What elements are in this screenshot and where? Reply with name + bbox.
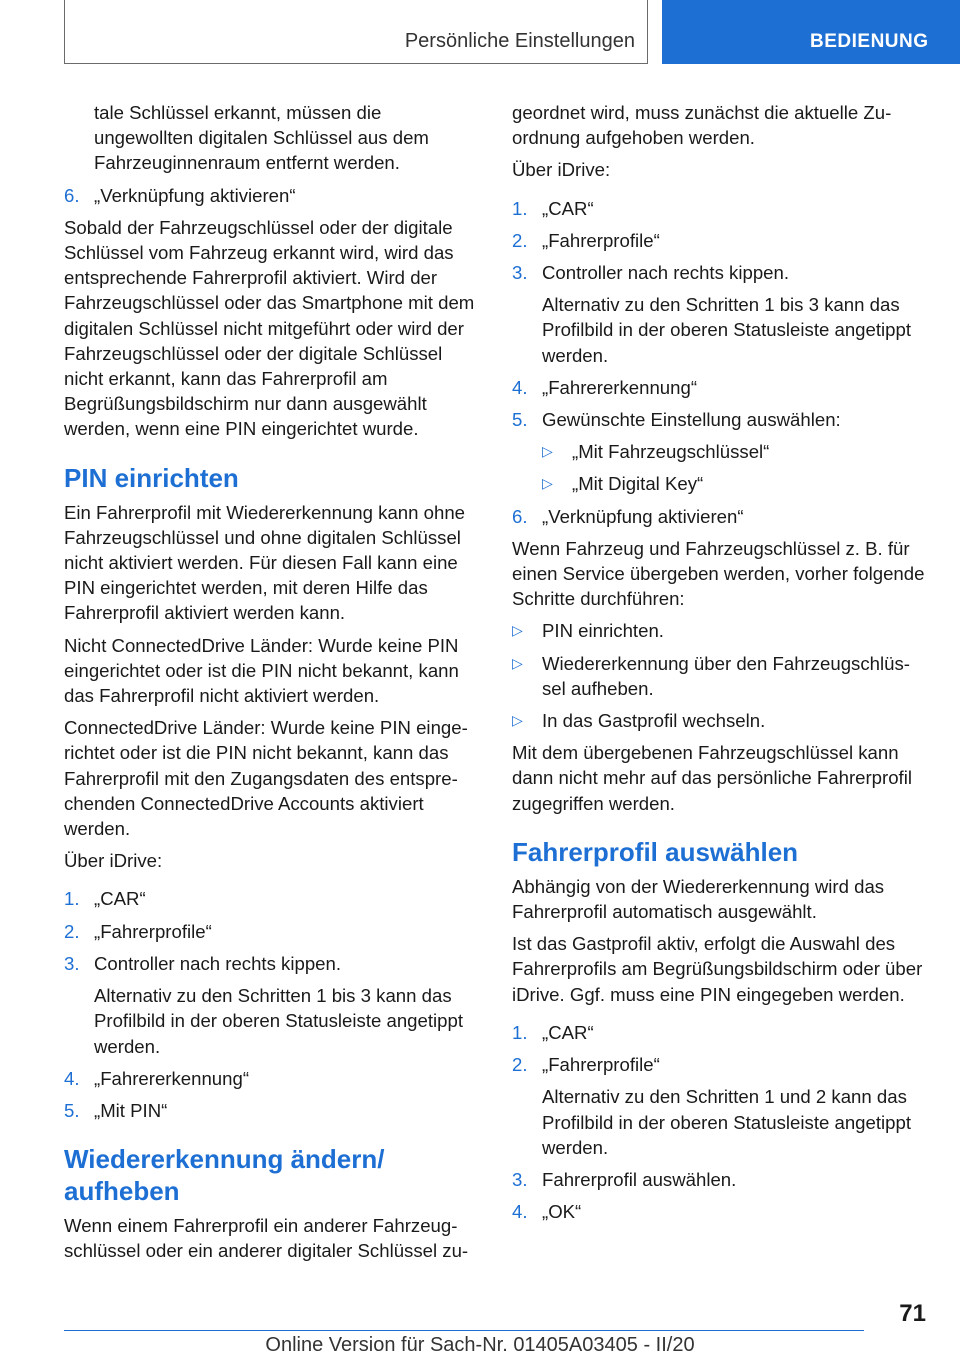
paragraph: Wenn Fahrzeug und Fahrzeugschlüssel z. B. für einen Service übergeben werden, vorher folgende Schritte durchführen:	[512, 537, 925, 610]
paragraph: Wenn einem Fahrerprofil ein anderer Fahrzeugschlüssel oder ein anderer digitaler Schlüssel zu-	[64, 1215, 469, 1262]
list-number: 3.	[64, 952, 80, 974]
list-number: 4.	[512, 1201, 528, 1223]
triangle-bullet-icon: ▷	[512, 712, 523, 729]
paragraph: Über iDrive:	[512, 159, 611, 181]
bullet-text: „Mit Digital Key“	[572, 473, 704, 495]
list-number: 3.	[512, 262, 528, 284]
list-number: 1.	[512, 1021, 528, 1043]
list-item	[512, 1020, 926, 1045]
list-number: 2.	[512, 1054, 528, 1076]
list-item	[512, 228, 926, 253]
list-number: 1.	[512, 197, 528, 219]
paragraph: Nicht ConnectedDrive Länder: Wurde keine PIN eingerichtet oder ist die PIN nicht bekannt, kann das Fahrerprofil nicht aktiviert werden.	[64, 634, 459, 707]
page-number: 71	[899, 1300, 926, 1327]
bullet-item	[512, 708, 926, 733]
list-item	[64, 886, 480, 911]
list-number: 3.	[512, 1168, 528, 1190]
list-number: 6.	[64, 184, 80, 206]
list-text: „Fahrerprofile“	[94, 920, 212, 942]
footer-divider	[64, 1330, 864, 1331]
bullet-item	[512, 651, 926, 701]
paragraph: geordnet wird, muss zunächst die aktuelle Zuordnung aufgehoben werden.	[512, 102, 892, 149]
step-note: Alternativ zu den Schritten 1 bis 3 kann das Profilbild in der oberen Statusleiste angetippt werden.	[94, 985, 464, 1057]
list-item	[512, 1199, 926, 1224]
list-item	[64, 1066, 480, 1091]
bullet-text: PIN einrichten.	[542, 620, 664, 642]
list-item	[512, 260, 926, 285]
heading-pin-einrichten: PIN einrichten	[64, 462, 239, 493]
triangle-bullet-icon: ▷	[542, 443, 553, 460]
left-column	[64, 100, 480, 1271]
list-text: „Mit PIN“	[94, 1099, 168, 1121]
heading-wiedererkennung: Wiedererkennung ändern/ aufheben	[64, 1144, 385, 1207]
list-item	[512, 1167, 926, 1192]
footer-link[interactable]: Online Version für Sach-Nr. 01405A03405 - II/20	[265, 1334, 695, 1356]
paragraph: ConnectedDrive Länder: Wurde keine PIN eingerichtet oder ist die PIN nicht bekannt, kann das Fahrerprofil mit den Zugangsdaten des entsprechenden ConnectedDrive Accounts aktiviert werden.	[64, 717, 468, 840]
right-column	[512, 100, 926, 1231]
list-text: „CAR“	[94, 888, 146, 910]
list-text: „CAR“	[542, 197, 594, 219]
section-tab: BEDIENUNG	[662, 0, 960, 64]
list-item	[64, 183, 480, 208]
bullet-text: In das Gastprofil wechseln.	[542, 710, 766, 732]
list-text: „Fahrerprofile“	[542, 1054, 660, 1076]
paragraph: Abhängig von der Wiedererkennung wird das Fahrerprofil automatisch ausgewählt.	[512, 875, 885, 923]
list-text: „Fahrerprofile“	[542, 229, 660, 251]
paragraph: Ist das Gastprofil aktiv, erfolgt die Auswahl des Fahrerprofils am Begrüßungsbildschirm oder über iDrive. Ggf. muss eine PIN eingegeben werden.	[512, 933, 923, 1005]
list-number: 2.	[64, 920, 80, 942]
list-text: „Fahrererkennung“	[94, 1067, 250, 1089]
list-item	[64, 919, 480, 944]
list-number: 5.	[64, 1099, 80, 1121]
bullet-item	[512, 618, 926, 643]
triangle-bullet-icon: ▷	[542, 475, 553, 492]
list-text: Controller nach rechts kippen.	[94, 952, 342, 974]
list-item	[512, 504, 926, 529]
list-item	[64, 1098, 480, 1123]
list-text: „Fahrererkennung“	[542, 376, 698, 398]
list-number: 4.	[512, 376, 528, 398]
triangle-bullet-icon: ▷	[512, 654, 523, 671]
list-text: Fahrerprofil auswählen.	[542, 1168, 737, 1190]
paragraph: Mit dem übergebenen Fahrzeugschlüssel kann dann nicht mehr auf das persönliche Fahrerprofil zugegriffen werden.	[512, 742, 912, 814]
step-note: Alternativ zu den Schritten 1 bis 3 kann das Profilbild in der oberen Statusleiste angetippt werden.	[542, 294, 912, 366]
paragraph: Über iDrive:	[64, 850, 163, 872]
list-number: 2.	[512, 229, 528, 251]
paragraph: Sobald der Fahrzeugschlüssel oder der digitale Schlüssel vom Fahrzeug erkannt wird, wird das entsprechende Fahrerprofil aktiviert. Wird der Fahrzeugschlüssel oder das Smartphone mit dem digitalen Schlüssel nicht mitgeführt oder wird der Fahrzeugschlüssel oder der digitale Schlüssel nicht erkannt, kann das Fahrerprofil am Begrüßungsbildschirm nur dann ausgewählt werden, wenn eine PIN eingerichtet wurde.	[64, 216, 475, 440]
step-note: Alternativ zu den Schritten 1 und 2 kann das Profilbild in der oberen Statusleiste angetippt werden.	[542, 1086, 912, 1158]
list-text: Gewünschte Einstellung auswählen:	[542, 409, 841, 431]
list-text: „OK“	[542, 1201, 582, 1223]
list-text: „Verknüpfung aktivieren“	[542, 505, 744, 527]
bullet-text: Wiedererkennung über den Fahrzeugschlüssel aufheben.	[542, 652, 910, 699]
list-number: 5.	[512, 409, 528, 431]
list-item	[512, 1052, 926, 1077]
intro-continuation: tale Schlüssel erkannt, müssen die ungewollten digitalen Schlüssel aus dem Fahrzeuginnenraum entfernt werden.	[94, 102, 429, 174]
list-number: 6.	[512, 505, 528, 527]
sub-bullet-item	[512, 471, 926, 496]
list-number: 4.	[64, 1067, 80, 1089]
header-frame	[64, 0, 648, 64]
bullet-text: „Mit Fahrzeugschlüssel“	[572, 441, 770, 463]
list-item	[512, 407, 926, 432]
list-text: Controller nach rechts kippen.	[542, 262, 790, 284]
heading-fahrerprofil-auswaehlen: Fahrerprofil auswählen	[512, 836, 799, 867]
list-text: „Verknüpfung aktivieren“	[94, 184, 296, 206]
sub-bullet-item	[512, 439, 926, 464]
header-title: Persönliche Einstellungen	[404, 30, 635, 52]
triangle-bullet-icon: ▷	[512, 622, 523, 639]
paragraph: Ein Fahrerprofil mit Wiedererkennung kann ohne Fahrzeugschlüssel und ohne digitalen Schlüssel nicht aktiviert werden. Für diesen Fall kann eine PIN eingerichtet werden, mit deren Hilfe das Fahrerprofil aktiviert werden kann.	[64, 501, 466, 624]
list-item	[512, 196, 926, 221]
list-number: 1.	[64, 888, 80, 910]
list-item	[64, 951, 480, 976]
list-text: „CAR“	[542, 1021, 594, 1043]
list-item	[512, 375, 926, 400]
